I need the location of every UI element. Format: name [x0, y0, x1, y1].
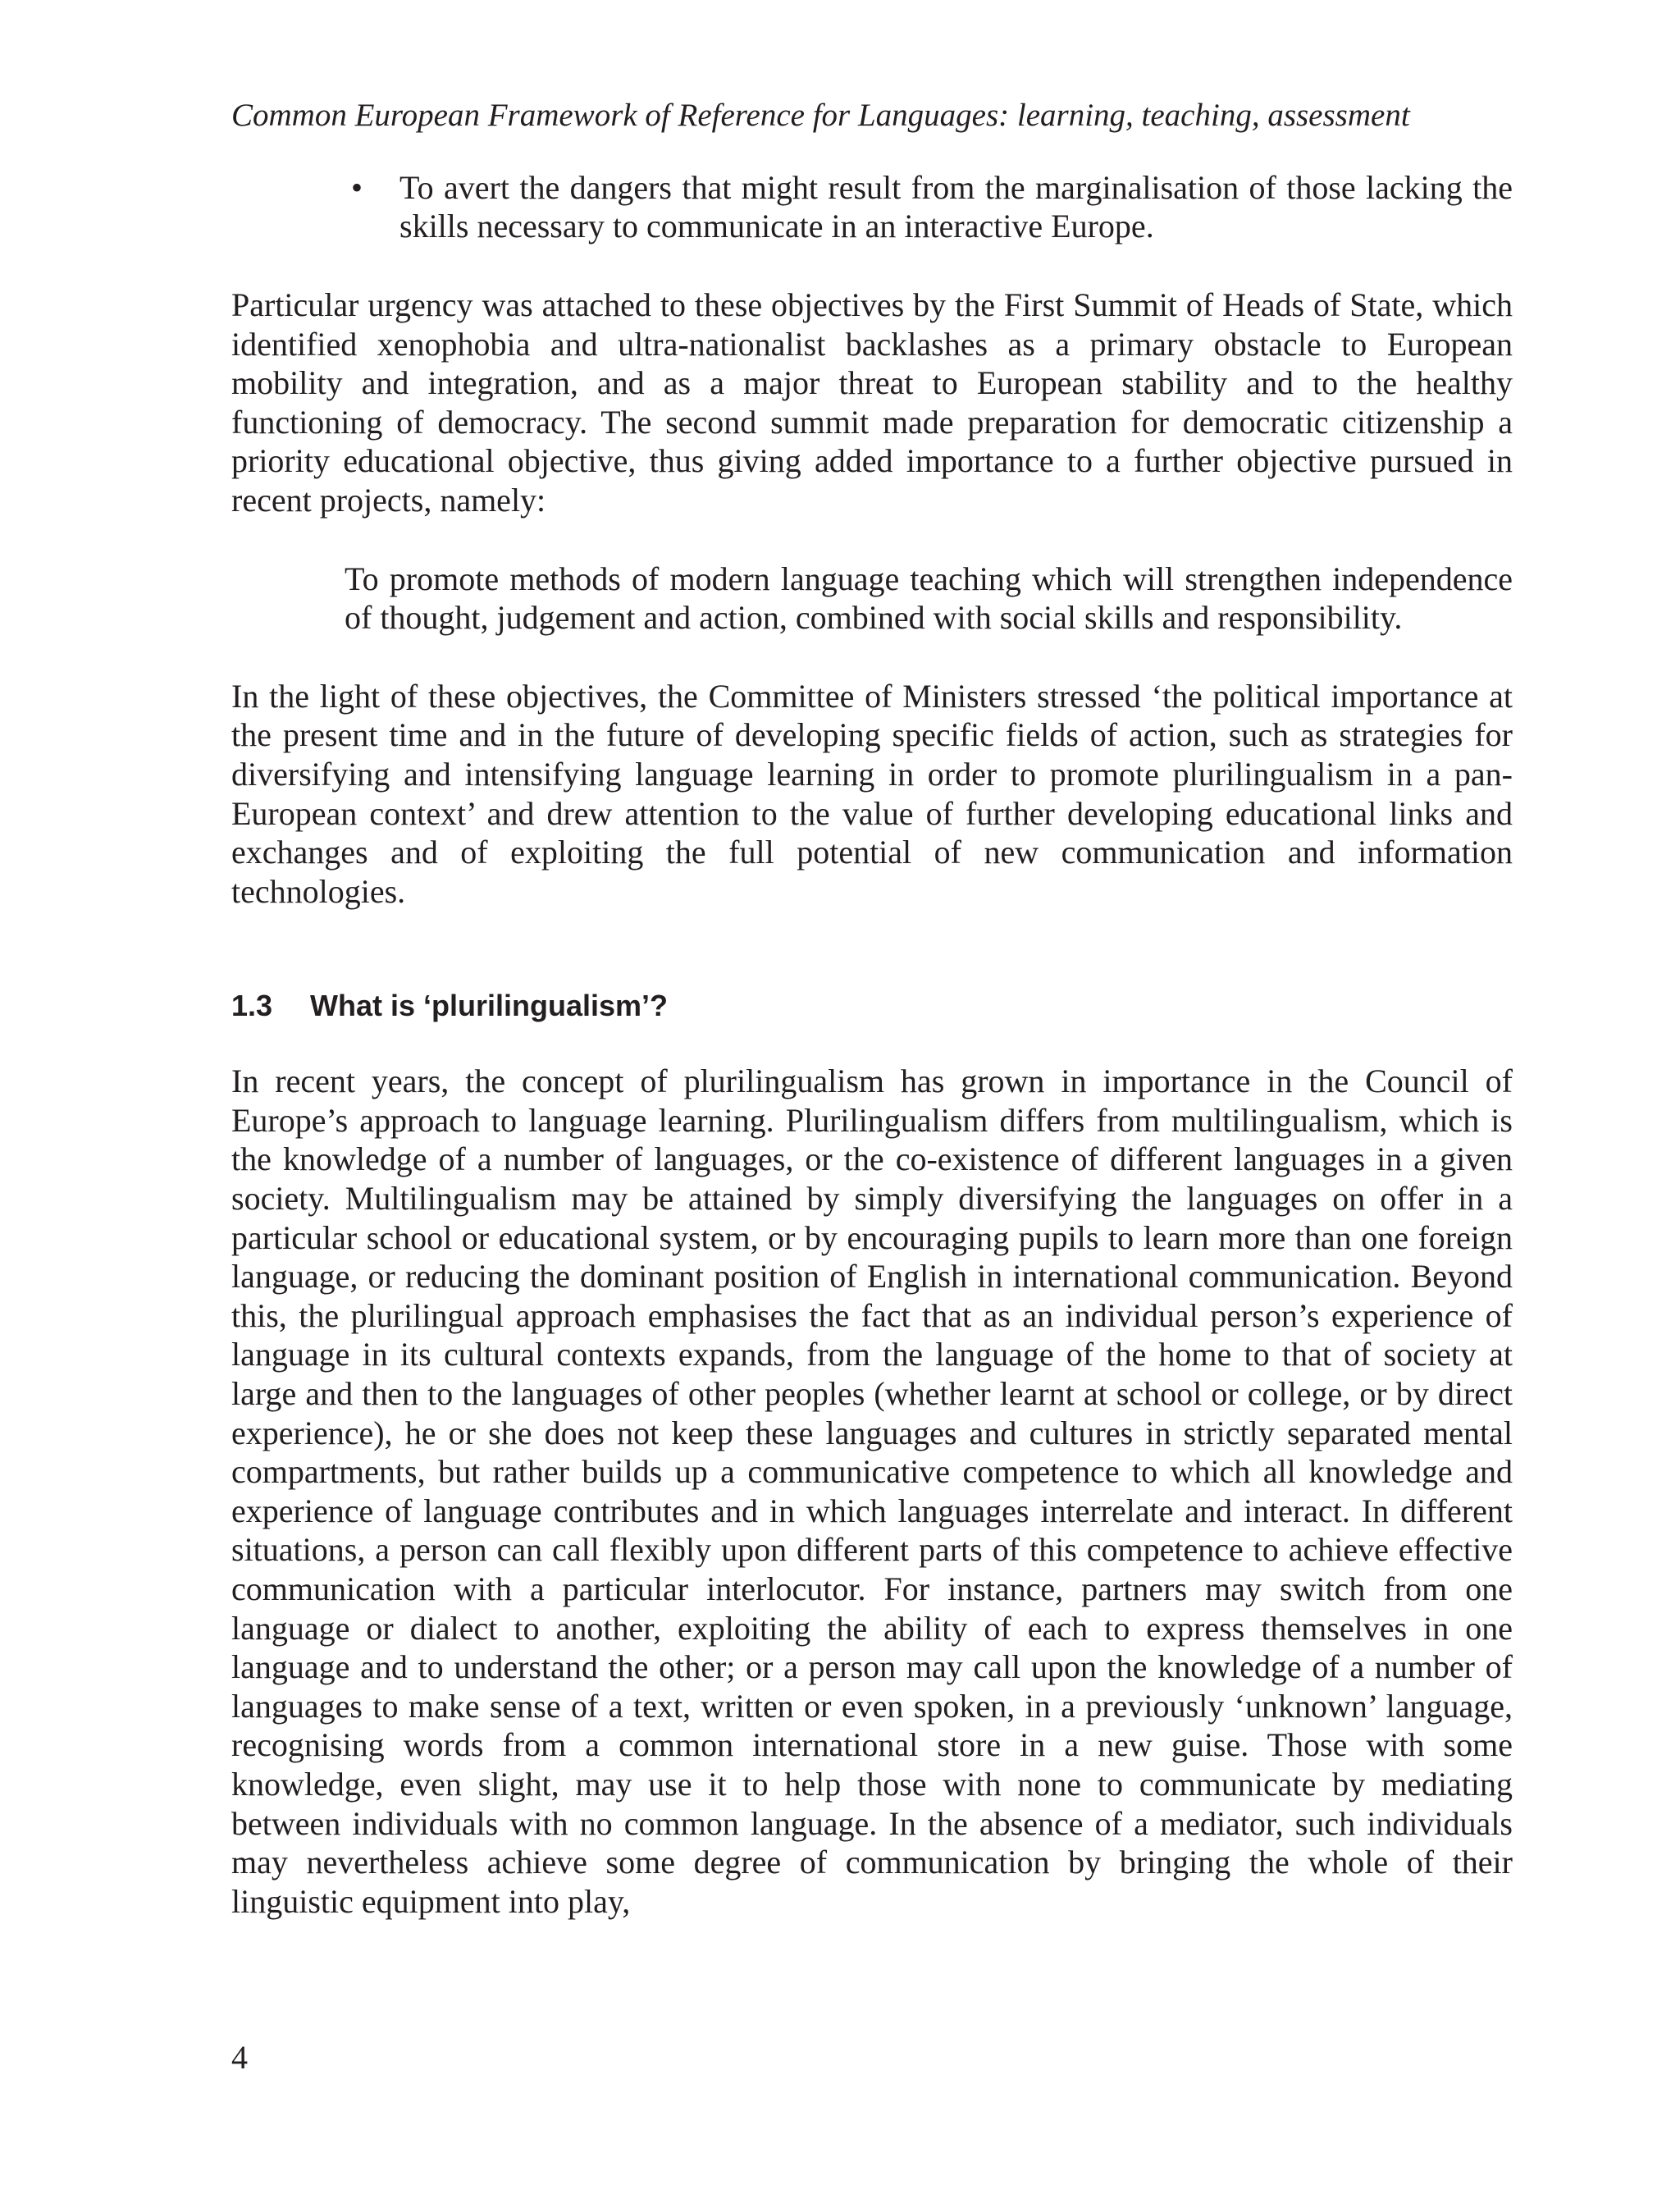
- paragraph-plurilingualism: In recent years, the concept of plurilingualism has grown in importance in the Council of Europe’s approach to language learning. Plurilingualism differs from multilingualism, which is the knowledge of a number of languages, or the co-existence of different languages in a given society. Multilingualism may be attained by simply diversifying the languages on offer in a particular school or educational system, or by encouraging pupils to learn more than one foreign language, or reducing the dominant position of English in international communication. Beyond this, the plurilingual approach emphasises the fact that as an individual person’s experience of language in its cultural contexts expands, from the language of the home to that of society at large and then to the languages of other peoples (whether learnt at school or college, or by direct experience), he or she does not keep these languages and cultures in strictly separated mental compartments, but rather builds up a communicative competence to which all knowledge and experience of language contributes and in which languages interrelate and interact. In different situations, a person can call flexibly upon different parts of this competence to achieve effective communication with a particular interlocutor. For instance, partners may switch from one language or dialect to another, exploiting the ability of each to express themselves in one language and to understand the other; or a person may call upon the knowledge of a number of languages to make sense of a text, written or even spoken, in a previously ‘unknown’ language, recognising words from a common international store in a new guise. Those with some knowledge, even slight, may use it to help those with none to communicate by mediating between individuals with no common language. In the absence of a mediator, such individuals may nevertheless achieve some degree of communication by bringing the whole of their linguistic equipment into play,: [231, 1063, 1513, 1920]
- running-head: Common European Framework of Reference for Languages: learning, teaching, assessment: [231, 98, 1410, 133]
- page-number: 4: [231, 2039, 248, 2076]
- bullet-item: [231, 168, 1513, 246]
- bullet-text: To avert the dangers that might result from the marginalisation of those lacking the skills necessary to communicate in an interactive Europe.: [399, 168, 1513, 245]
- bullet-icon: •: [351, 168, 363, 206]
- section-number: 1.3: [231, 989, 273, 1023]
- page-body: [231, 97, 1513, 1921]
- section-title: What is ‘plurilingualism’?: [310, 989, 669, 1023]
- block-quote: To promote methods of modern language teaching which will strengthen independence of thought, judgement and action, combined with social skills and responsibility.: [345, 560, 1513, 637]
- paragraph-objectives: Particular urgency was attached to these objectives by the First Summit of Heads of State, which identified xenophobia and ultra-nationalist backlashes as a primary obstacle to European mobility and integration, and as a major threat to European stability and to the healthy functioning of democracy. The second summit made preparation for democratic citizenship a priority educational objective, thus giving added importance to a further objective pursued in recent projects, namely:: [231, 286, 1513, 519]
- paragraph-committee: In the light of these objectives, the Committee of Ministers stressed ‘the political importance at the present time and in the future of developing specific fields of action, such as strategies for diversifying and intensifying language learning in order to promote plurilingualism in a pan-European context’ and drew attention to the value of further developing educational links and exchanges and of exploiting the full potential of new communication and information technologies.: [231, 677, 1513, 910]
- section-heading: [231, 986, 1513, 1026]
